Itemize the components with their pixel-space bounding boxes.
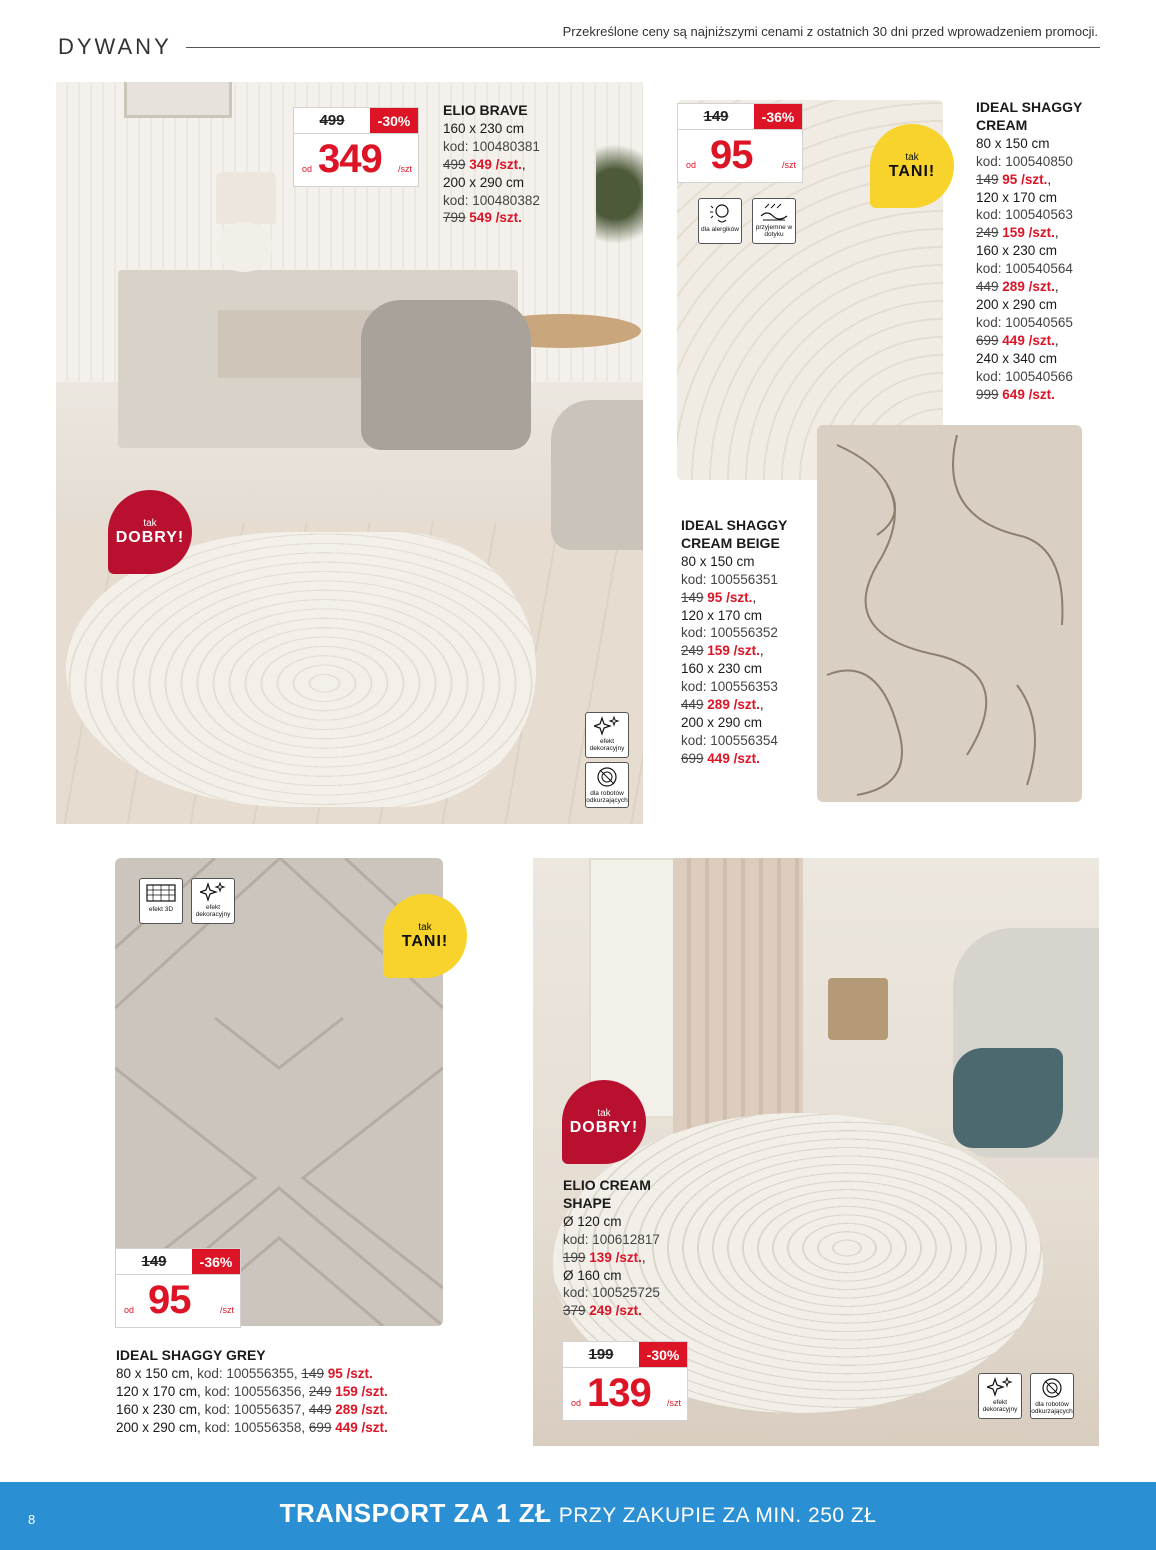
variant-size: 200 x 290 cm xyxy=(443,174,525,190)
section-title: DYWANY xyxy=(58,34,172,59)
variant-old-price: 449 xyxy=(976,279,999,295)
badge-word: DOBRY! xyxy=(569,1118,639,1136)
variant-old-price: 499 xyxy=(443,156,466,172)
variant-price: 449 /szt. xyxy=(335,1419,388,1435)
variant-old-price: 799 xyxy=(443,210,466,226)
variant-separator: , xyxy=(641,1249,646,1265)
promo-price: 95 xyxy=(148,1278,191,1322)
price-from-label: od xyxy=(571,1398,582,1408)
variant-price: 449 /szt. xyxy=(707,750,760,766)
variant-price: 289 /szt. xyxy=(335,1401,388,1417)
elio-brave-price-box xyxy=(293,107,419,187)
variant-old-price: 249 xyxy=(681,643,704,659)
variant-code: kod: 100540564 xyxy=(976,261,1073,277)
product-name: ELIO BRAVE xyxy=(443,102,528,118)
variant-size: 200 x 290 cm xyxy=(976,296,1058,312)
variant-code: kod: 100540565 xyxy=(976,314,1073,330)
variant-old-price: 699 xyxy=(976,332,999,348)
price-from-label: od xyxy=(124,1305,135,1315)
variant-old-price: 449 xyxy=(308,1401,332,1417)
ideal-shaggy-grey-price-box xyxy=(115,1248,241,1328)
old-price: 499 xyxy=(319,112,345,129)
variant-price: 95 /szt. xyxy=(1002,171,1048,187)
variant-price: 95 /szt. xyxy=(327,1365,373,1381)
variant-size: 160 x 230 cm, xyxy=(116,1401,201,1417)
decor-effect-feature xyxy=(978,1373,1022,1419)
variant-code: kod: 100556354 xyxy=(681,732,778,748)
feature-label: efekt dekoracyjny xyxy=(195,904,231,918)
decor-effect-feature xyxy=(191,878,235,924)
variant-separator: , xyxy=(752,589,757,605)
robot-vacuum-icon xyxy=(596,766,618,788)
variant-separator: , xyxy=(1054,225,1059,241)
variant-code: kod: 100556356, xyxy=(204,1383,306,1399)
variant-code: kod: 100556358, xyxy=(204,1419,306,1435)
old-price: 149 xyxy=(703,108,729,125)
badge-word: DOBRY! xyxy=(115,528,185,546)
variant-old-price: 149 xyxy=(301,1365,324,1381)
feature-label: dla alergików xyxy=(701,226,739,233)
tak-dobry-badge xyxy=(562,1080,646,1164)
price-unit: /szt xyxy=(219,1305,234,1315)
feature-label: dla robotów odkurzających xyxy=(586,790,628,804)
discount-badge: -36% xyxy=(754,104,802,129)
price-unit: /szt xyxy=(397,164,412,174)
promo-price: 139 xyxy=(587,1371,651,1415)
feature-label: dla robotów odkurzających xyxy=(1031,1401,1073,1415)
old-price: 199 xyxy=(588,1346,614,1363)
elio-brave-details xyxy=(443,102,540,227)
allergy-feature xyxy=(698,198,742,244)
price-disclaimer: Przekreślone ceny są najniższymi cenami z ostatnich 30 dni przed wprowadzeniem promocji. xyxy=(562,24,1098,39)
variant-separator: , xyxy=(759,643,764,659)
3d-effect-icon xyxy=(145,882,177,904)
variant-old-price: 199 xyxy=(563,1249,586,1265)
product-name: IDEAL SHAGGY GREY xyxy=(116,1347,266,1363)
promo-price: 349 xyxy=(318,137,382,181)
soft-touch-feature xyxy=(752,198,796,244)
variant-price: 249 /szt. xyxy=(589,1303,642,1319)
variant-old-price: 149 xyxy=(681,589,704,605)
variant-price: 549 /szt. xyxy=(469,210,522,226)
variant-separator: , xyxy=(1047,171,1052,187)
feature-label: przyjemne w dotyku xyxy=(755,224,793,238)
variant-old-price: 249 xyxy=(976,225,999,241)
3d-effect-feature xyxy=(139,878,183,924)
tak-tani-badge xyxy=(870,124,954,208)
sparkle-icon xyxy=(200,882,226,902)
transport-condition: PRZY ZAKUPIE ZA MIN. 250 ZŁ xyxy=(558,1504,877,1527)
variant-price: 95 /szt. xyxy=(707,589,753,605)
variant-code: kod: 100540563 xyxy=(976,207,1073,223)
ideal-shaggy-cream-beige-details xyxy=(681,517,787,768)
variant-code: kod: 100556351 xyxy=(681,571,778,587)
promo-price: 95 xyxy=(710,133,753,177)
page-number: 8 xyxy=(28,1512,36,1527)
variant-code: kod: 100556353 xyxy=(681,679,778,695)
decor-effect-feature xyxy=(585,712,629,758)
robot-vacuum-feature xyxy=(585,762,629,808)
variant-size: 80 x 150 cm, xyxy=(116,1365,194,1381)
variant-old-price: 379 xyxy=(563,1303,586,1319)
badge-small-text: tak xyxy=(418,921,432,933)
ideal-shaggy-cream-beige-photo xyxy=(817,425,1082,802)
variant-size: Ø 120 cm xyxy=(563,1213,622,1229)
badge-word: TANI! xyxy=(401,932,449,950)
variant-size: 200 x 290 cm, xyxy=(116,1419,201,1435)
variant-old-price: 699 xyxy=(308,1419,332,1435)
product-name-cont: CREAM BEIGE xyxy=(681,534,780,551)
variant-price: 159 /szt. xyxy=(335,1383,388,1399)
variant-size: 160 x 230 cm xyxy=(443,120,525,136)
sparkle-icon xyxy=(594,716,620,736)
variant-old-price: 699 xyxy=(681,750,704,766)
variant-price: 159 /szt. xyxy=(1002,225,1055,241)
badge-small-text: tak xyxy=(597,1107,611,1119)
badge-small-text: tak xyxy=(143,517,157,529)
transport-offer xyxy=(0,1498,1156,1529)
variant-code: kod: 100540850 xyxy=(976,153,1073,169)
sparkle-icon xyxy=(987,1377,1013,1397)
variant-size: 240 x 340 cm xyxy=(976,350,1058,366)
ideal-shaggy-cream-details xyxy=(976,99,1082,403)
variant-code: kod: 100556355, xyxy=(197,1365,298,1381)
feature-label: efekt dekoracyjny xyxy=(982,1399,1018,1413)
product-name: ELIO CREAM xyxy=(563,1177,651,1193)
feature-label: efekt 3D xyxy=(148,906,174,913)
variant-size: Ø 160 cm xyxy=(563,1267,622,1283)
price-from-label: od xyxy=(302,164,313,174)
product-name-cont: CREAM xyxy=(976,116,1028,133)
variant-price: 139 /szt. xyxy=(589,1249,642,1265)
variant-price: 449 /szt. xyxy=(1002,332,1055,348)
price-unit: /szt xyxy=(781,160,796,170)
variant-separator: , xyxy=(1054,332,1059,348)
footer-banner xyxy=(0,1482,1156,1550)
variant-price: 289 /szt. xyxy=(1002,279,1055,295)
badge-small-text: tak xyxy=(905,151,919,163)
variant-old-price: 449 xyxy=(681,697,704,713)
discount-badge: -36% xyxy=(192,1249,240,1274)
variant-old-price: 999 xyxy=(976,386,999,402)
robot-vacuum-feature xyxy=(1030,1373,1074,1419)
soft-touch-icon xyxy=(759,202,789,222)
variant-separator: , xyxy=(521,156,526,172)
variant-size: 160 x 230 cm xyxy=(976,243,1058,259)
transport-headline: TRANSPORT ZA 1 ZŁ xyxy=(279,1498,552,1528)
variant-separator: , xyxy=(1054,279,1059,295)
elio-cream-shape-details xyxy=(563,1177,660,1320)
old-price: 149 xyxy=(141,1253,167,1270)
variant-separator: , xyxy=(759,697,764,713)
variant-price: 289 /szt. xyxy=(707,697,760,713)
variant-code: kod: 100556352 xyxy=(681,625,778,641)
variant-old-price: 149 xyxy=(976,171,999,187)
price-unit: /szt xyxy=(666,1398,681,1408)
variant-code: kod: 100556357, xyxy=(204,1401,306,1417)
discount-badge: -30% xyxy=(370,108,418,133)
elio-brave-photo xyxy=(56,82,643,824)
variant-price: 649 /szt. xyxy=(1002,386,1055,402)
variant-code: kod: 100540566 xyxy=(976,368,1073,384)
variant-price: 159 /szt. xyxy=(707,643,760,659)
variant-size: 120 x 170 cm xyxy=(681,607,763,623)
ideal-shaggy-grey-details xyxy=(116,1347,388,1437)
price-from-label: od xyxy=(686,160,697,170)
elio-cream-shape-price-box xyxy=(562,1341,688,1421)
variant-size: 80 x 150 cm xyxy=(976,135,1050,151)
variant-size: 160 x 230 cm xyxy=(681,661,763,677)
tak-dobry-badge xyxy=(108,490,192,574)
variant-code: kod: 100612817 xyxy=(563,1231,660,1247)
ideal-shaggy-cream-price-box xyxy=(677,103,803,183)
product-name: IDEAL SHAGGY xyxy=(681,517,788,533)
header-divider xyxy=(186,47,1100,48)
variant-size: 200 x 290 cm xyxy=(681,714,763,730)
variant-code: kod: 100525725 xyxy=(563,1285,660,1301)
variant-size: 120 x 170 cm xyxy=(976,189,1058,205)
variant-size: 80 x 150 cm xyxy=(681,553,755,569)
feature-label: efekt dekoracyjny xyxy=(589,738,625,752)
robot-vacuum-icon xyxy=(1041,1377,1063,1399)
variant-old-price: 249 xyxy=(308,1383,332,1399)
product-name-cont: SHAPE xyxy=(563,1194,612,1211)
tak-tani-badge xyxy=(383,894,467,978)
variant-size: 120 x 170 cm, xyxy=(116,1383,201,1399)
discount-badge: -30% xyxy=(639,1342,687,1367)
badge-word: TANI! xyxy=(888,162,936,180)
variant-code: kod: 100480382 xyxy=(443,192,540,208)
allergy-icon xyxy=(708,202,732,224)
product-name: IDEAL SHAGGY xyxy=(976,99,1083,115)
variant-code: kod: 100480381 xyxy=(443,138,540,154)
variant-price: 349 /szt. xyxy=(469,156,522,172)
